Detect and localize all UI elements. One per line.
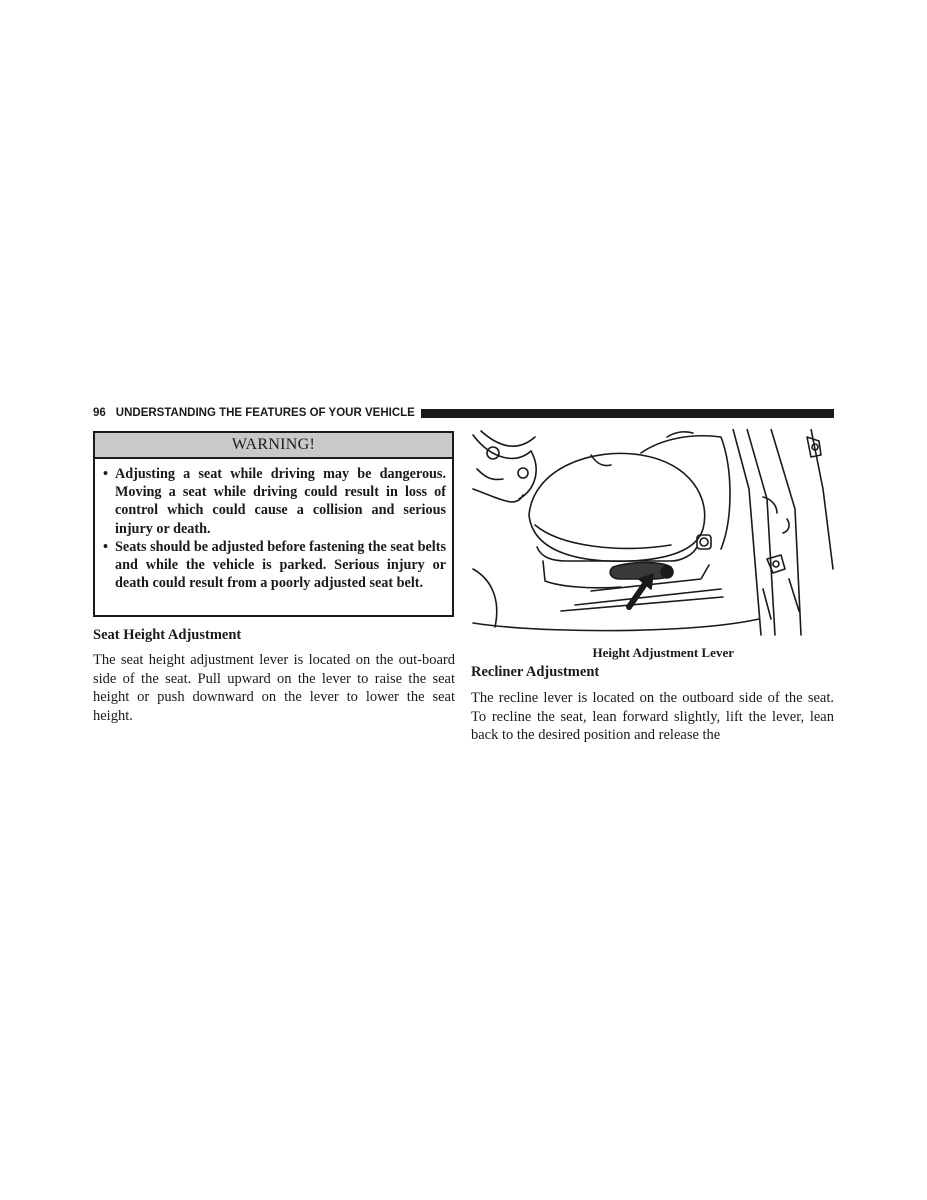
warning-item-text: Seats should be adjusted before fastening the seat belts and while the vehicle is parked. Serious injury or death could result from a poorly adjusted seat belt. [115, 538, 446, 592]
warning-list [95, 459, 452, 592]
warning-title: WARNING! [95, 433, 452, 459]
bullet-icon: • [103, 466, 108, 482]
figure-caption: Height Adjustment Lever [592, 645, 734, 660]
warning-box [93, 431, 454, 617]
page-number: 96 [93, 407, 106, 419]
warning-item [103, 465, 446, 538]
recliner-body: The recline lever is located on the outboard side of the seat. To recline the seat, lean forward slightly, lift the lever, lean back to the desired position and release the [471, 690, 834, 743]
height-lever-illustration [471, 429, 835, 639]
bullet-icon: • [103, 538, 108, 555]
page-header [93, 406, 834, 420]
warning-item [103, 538, 446, 593]
header-rule [421, 409, 834, 418]
section-title: UNDERSTANDING THE FEATURES OF YOUR VEHICLE [115, 407, 415, 419]
warning-item-text: Adjusting a seat while driving may be dangerous. Moving a seat while driving could result in loss of control which could cause a collision and serious injury or death. [115, 466, 446, 537]
seat-height-heading: Seat Height Adjustment [93, 627, 242, 643]
seat-height-body: The seat height adjustment lever is located on the out-board side of the seat. Pull upward on the lever to raise the seat height or push downward on the lever to lower the seat height. [93, 652, 455, 724]
recliner-heading: Recliner Adjustment [471, 664, 600, 680]
